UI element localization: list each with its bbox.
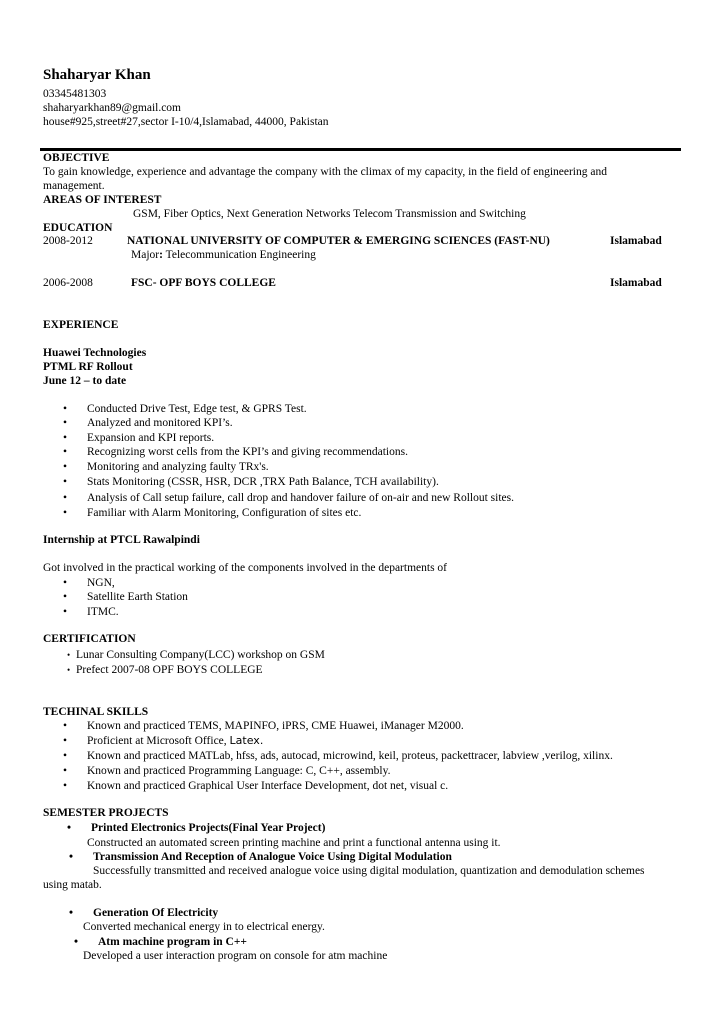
experience-item: • Expansion and KPI reports. [87,431,214,445]
education-school: NATIONAL UNIVERSITY OF COMPUTER & EMERGING SCIENCES (FAST-NU) [127,235,550,247]
experience-item: • Monitoring and analyzing faulty TRx's. [87,460,269,474]
email-address: shaharyarkhan89@gmail.com [43,102,182,114]
major-value: Telecommunication Engineering [162,249,316,261]
projects-heading: SEMESTER PROJECTS [43,807,169,819]
internship-intro: Got involved in the practical working of the components involved in the departments of [43,562,447,574]
candidate-name: Shaharyar Khan [43,67,151,83]
skill-item: • Known and practiced Programming Language: C, C++, assembly. [87,764,391,778]
experience-item: • Conducted Drive Test, Edge test, & GPRS Test. [87,402,307,416]
skill-item: • Known and practiced MATLab, hfss, ads, autocad, microwind, keil, proteus, packettracer, labview ,verilog, xilinx. [87,749,613,763]
skills-heading: TECHINAL SKILLS [43,706,149,718]
education-years: 2006-2008 [43,277,93,289]
major-colon: : [159,249,163,261]
project-title: • Printed Electronics Projects(Final Year Project) [91,821,325,835]
project-desc: Successfully transmitted and received analogue voice using digital modulation, quantization and demodulation schemes [93,865,645,877]
experience-item: • Analyzed and monitored KPI’s. [87,416,233,430]
certification-heading: CERTIFICATION [43,633,136,645]
education-major [131,248,316,262]
objective-heading: OBJECTIVE [43,152,110,164]
experience-item: • Stats Monitoring (CSSR, HSR, DCR ,TRX Path Balance, TCH availability). [87,475,439,489]
skill-item-text: Proficient at Microsoft Office, [87,735,230,747]
skill-item: • Known and practiced Graphical User Interface Development, dot net, visual c. [87,779,448,793]
internship-item: • NGN, [87,576,115,590]
education-years: 2008-2012 [43,235,93,247]
project-title: • Generation Of Electricity [93,906,218,920]
certification-item: • Prefect 2007-08 OPF BOYS COLLEGE [76,663,263,677]
certification-item: • Lunar Consulting Company(LCC) workshop on GSM [76,648,325,662]
education-city: Islamabad [610,235,662,247]
objective-text-line-1: To gain knowledge, experience and advantage the company with the climax of my capacity, in the field of engineering and [43,166,607,178]
experience-company: Huawei Technologies [43,347,147,359]
objective-text-line-2: management. [43,180,105,192]
project-desc: Converted mechanical energy in to electrical energy. [83,921,325,933]
interest-text: GSM, Fiber Optics, Next Generation Networks Telecom Transmission and Switching [133,208,526,220]
interest-heading: AREAS OF INTEREST [43,194,162,206]
skill-item: • Known and practiced TEMS, MAPINFO, iPRS, CME Huawei, iManager M2000. [87,719,464,733]
project-title: • Transmission And Reception of Analogue Voice Using Digital Modulation [93,850,452,864]
major-label: Major [131,249,160,261]
education-heading: EDUCATION [43,222,113,234]
experience-item: • Familiar with Alarm Monitoring, Configuration of sites etc. [87,506,361,520]
internship-heading: Internship at PTCL Rawalpindi [43,534,200,546]
project-desc: Constructed an automated screen printing machine and print a functional antenna using it. [87,837,501,849]
education-city: Islamabad [610,277,662,289]
internship-item: • ITMC. [87,605,119,619]
experience-role: PTML RF Rollout [43,361,133,373]
postal-address: house#925,street#27,sector I-10/4,Islamabad, 44000, Pakistan [43,116,329,128]
experience-dates: June 12 – to date [43,375,127,387]
experience-item: • Analysis of Call setup failure, call drop and handover failure of on-air and new Rollout sites. [87,491,514,505]
experience-item: • Recognizing worst cells from the KPI’s and giving recommendations. [87,445,408,459]
phone-number: 03345481303 [43,88,107,100]
experience-heading: EXPERIENCE [43,319,119,331]
header-divider [40,148,681,151]
education-school: FSC- OPF BOYS COLLEGE [131,277,276,289]
skill-item [87,734,263,748]
internship-item: • Satellite Earth Station [87,590,188,604]
latex-text: Latex. [229,734,264,747]
project-title: • Atm machine program in C++ [98,935,247,949]
project-desc-continued: using matab. [43,879,102,891]
project-desc: Developed a user interaction program on console for atm machine [83,950,388,962]
